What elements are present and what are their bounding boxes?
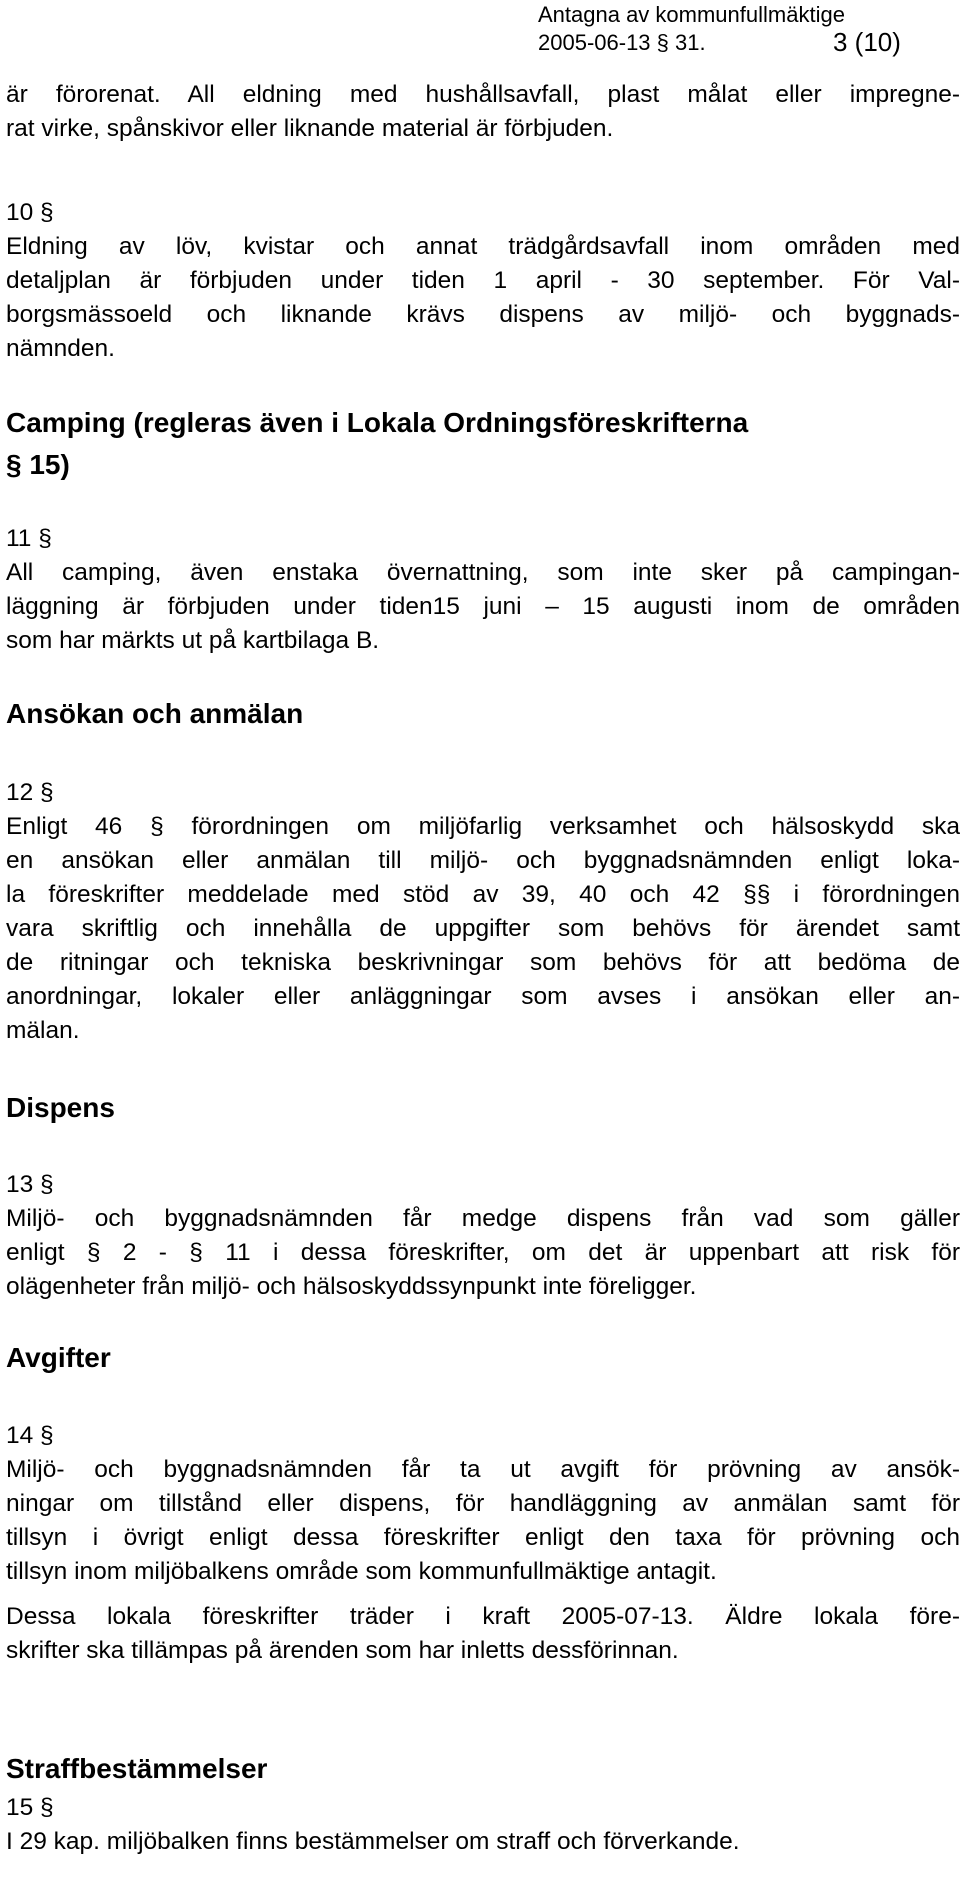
section-15: [6, 1791, 960, 1859]
text-line: som har märkts ut på kartbilaga B.: [6, 627, 380, 654]
section-10: [6, 196, 960, 366]
text-line: olägenheter från miljö- och hälsoskyddssynpunkt inte föreligger.: [6, 1273, 697, 1300]
section-number: 15 §: [6, 1794, 54, 1821]
section-number: 10 §: [6, 199, 54, 226]
text-line: tillsyn i övrigt enligt dessa föreskrifter enligt den taxa för prövning och: [6, 1524, 960, 1551]
text-line: är förorenat. All eldning med hushållsavfall, plast målat eller impregne-: [6, 81, 960, 108]
section-number: 14 §: [6, 1422, 54, 1449]
section-14: [6, 1419, 960, 1589]
adoption-note: Antagna av kommunfullmäktige: [538, 2, 845, 27]
section-heading: Camping (regleras även i Lokala Ordningsföreskrifterna § 15): [6, 407, 749, 480]
text-line: Miljö- och byggnadsnämnden får ta ut avgift för prövning av ansök-: [6, 1456, 960, 1483]
text-line: Eldning av löv, kvistar och annat trädgårdsavfall inom områden med: [6, 233, 960, 260]
text-line: borgsmässoeld och liknande krävs dispens av miljö- och byggnads-: [6, 301, 960, 328]
section-11: [6, 522, 960, 658]
section-heading: Straffbestämmelser: [6, 1753, 268, 1784]
text-line: All camping, även enstaka övernattning, som inte sker på campingan-: [6, 559, 960, 586]
text-line: enligt § 2 - § 11 i dessa föreskrifter, om det är uppenbart att risk för: [6, 1239, 960, 1266]
text-line: ningar om tillstånd eller dispens, för handläggning av anmälan samt för: [6, 1490, 960, 1517]
application-section: [6, 697, 960, 731]
text-line: mälan.: [6, 1017, 80, 1044]
text-line: nämnden.: [6, 335, 115, 362]
section-heading: Avgifter: [6, 1342, 111, 1373]
adoption-date: 2005-06-13 § 31.: [538, 30, 706, 55]
text-line: la föreskrifter meddelade med stöd av 39, 40 och 42 §§ i förordningen: [6, 881, 960, 908]
section-heading: Dispens: [6, 1092, 115, 1123]
page-number: 3 (10): [833, 27, 901, 57]
text-line: läggning är förbjuden under tiden15 juni – 15 augusti inom de områden: [6, 593, 960, 620]
text-line: I 29 kap. miljöbalken finns bestämmelser om straff och förverkande.: [6, 1828, 740, 1855]
text-line: Enligt 46 § förordningen om miljöfarlig verksamhet och hälsoskydd ska: [6, 813, 960, 840]
penalties-section: [6, 1752, 960, 1786]
dispensation-section: [6, 1091, 960, 1125]
text-line: en ansökan eller anmälan till miljö- och byggnadsnämnden enligt loka-: [6, 847, 960, 874]
section-13: [6, 1168, 960, 1304]
text-line: Miljö- och byggnadsnämnden får medge dispens från vad som gäller: [6, 1205, 960, 1232]
section-12: [6, 776, 960, 1048]
section-number: 12 §: [6, 779, 54, 806]
text-line: Dessa lokala föreskrifter träder i kraft 2005-07-13. Äldre lokala före-: [6, 1603, 960, 1630]
fees-section: [6, 1341, 960, 1375]
text-line: rat virke, spånskivor eller liknande material är förbjuden.: [6, 115, 614, 142]
text-line: detaljplan är förbjuden under tiden 1 april - 30 september. För Val-: [6, 267, 960, 294]
section-heading: Ansökan och anmälan: [6, 698, 304, 729]
camping-section: [6, 406, 960, 482]
text-line: skrifter ska tillämpas på ärenden som har inletts dessförinnan.: [6, 1637, 679, 1664]
text-line: tillsyn inom miljöbalkens område som kommunfullmäktige antagit.: [6, 1558, 717, 1585]
text-line: de ritningar och tekniska beskrivningar som behövs för att bedöma de: [6, 949, 960, 976]
text-line: anordningar, lokaler eller anläggningar som avses i ansökan eller an-: [6, 983, 960, 1010]
continuation-paragraph: [6, 78, 960, 146]
section-number: 13 §: [6, 1171, 54, 1198]
entry-into-force: [6, 1600, 960, 1668]
section-number: 11 §: [6, 525, 52, 552]
text-line: vara skriftlig och innehålla de uppgifter som behövs för ärendet samt: [6, 915, 960, 942]
